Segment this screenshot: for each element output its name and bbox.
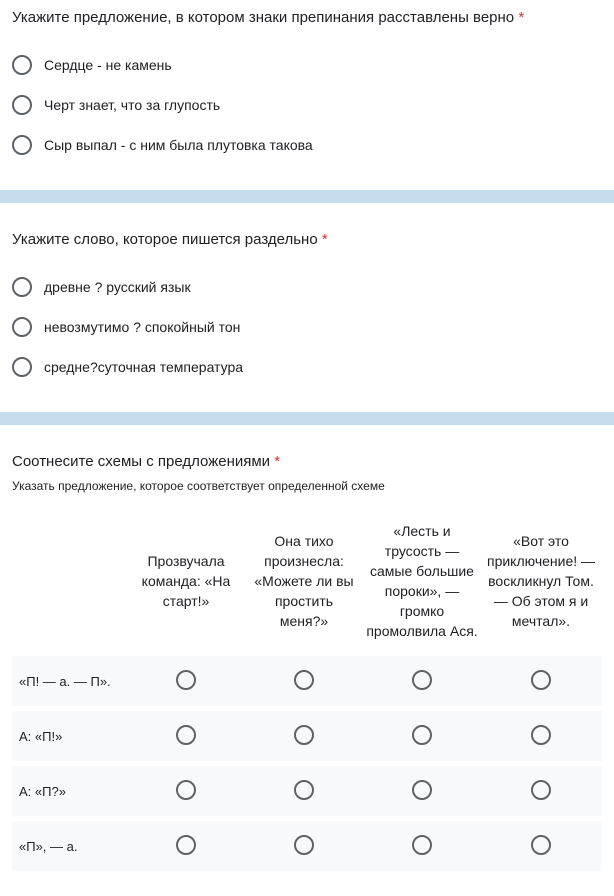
option-label: Черт знает, что за глупость [44,97,221,113]
grid-radio-r2-c4[interactable] [531,725,551,745]
grid-radio-r1-c3[interactable] [412,670,432,690]
option-label: Сердце - не камень [44,57,172,73]
question-card-separate-word [0,203,614,412]
row-label: А: «П?» [19,783,66,799]
option-2[interactable] [12,316,240,338]
grid-row-3 [12,766,602,816]
grid-row-2 [12,711,602,761]
grid-radio-r1-c1[interactable] [176,670,196,690]
option-label: древне ? русский язык [44,279,191,295]
required-mark: * [274,453,281,470]
grid-header [0,509,614,653]
question-card-grid [0,425,614,896]
question-title-text: Укажите слово, которое пишется раздельно [12,231,318,248]
radio-button[interactable] [12,277,32,297]
grid-radio-r4-c3[interactable] [412,835,432,855]
question-card-punctuation [0,0,614,190]
option-1[interactable] [12,276,191,298]
row-label: А: «П!» [19,728,63,744]
question-title-text: Соотнесите схемы с предложениями [12,453,271,470]
option-label: невозмутимо ? спокойный тон [44,319,241,335]
radio-button[interactable] [12,357,32,377]
question-title [12,231,328,248]
grid-row-4 [12,821,602,871]
grid-radio-r3-c3[interactable] [412,780,432,800]
required-mark: * [518,9,525,26]
radio-button[interactable] [12,135,32,155]
radio-button[interactable] [12,55,32,75]
row-label: «П», — а. [19,838,78,854]
option-1[interactable] [12,54,172,76]
radio-button[interactable] [12,317,32,337]
grid-radio-r1-c4[interactable] [531,670,551,690]
option-2[interactable] [12,94,220,116]
grid-radio-r3-c2[interactable] [294,780,314,800]
grid-row-1 [12,656,602,706]
column-header-2: Она тихо произнесла: «Можете ли вы простить меня?» [254,533,354,629]
column-header-3: «Лесть и трусость — самые большие пороки», — громко промолвила Ася. [366,523,478,639]
question-title-text: Укажите предложение, в котором знаки препинания расставлены верно [12,9,515,26]
option-3[interactable] [12,356,243,378]
grid-radio-r4-c4[interactable] [531,835,551,855]
option-3[interactable] [12,134,313,156]
grid-radio-r2-c3[interactable] [412,725,432,745]
required-mark: * [321,231,328,248]
grid-radio-r3-c1[interactable] [176,780,196,800]
column-header-4: «Вот это приключение! — воскликнул Том. — Об этом я и мечтал». [486,533,596,629]
option-label: Сыр выпал - с ним была плутовка такова [44,137,313,153]
grid-radio-r2-c1[interactable] [176,725,196,745]
grid-radio-r2-c2[interactable] [294,725,314,745]
question-title [12,9,524,26]
radio-button[interactable] [12,95,32,115]
grid-radio-r1-c2[interactable] [294,670,314,690]
section-divider [0,190,614,203]
row-label: «П! — а. — П». [19,673,111,689]
grid-radio-r3-c4[interactable] [531,780,551,800]
question-description: Указать предложение, которое соответствует определенной схеме [12,479,385,493]
section-divider [0,412,614,425]
option-label: средне?суточная температура [44,359,244,375]
grid-radio-r4-c2[interactable] [294,835,314,855]
column-header-1: Прозвучала команда: «На старт!» [141,553,231,609]
grid-radio-r4-c1[interactable] [176,835,196,855]
question-title [12,453,280,470]
